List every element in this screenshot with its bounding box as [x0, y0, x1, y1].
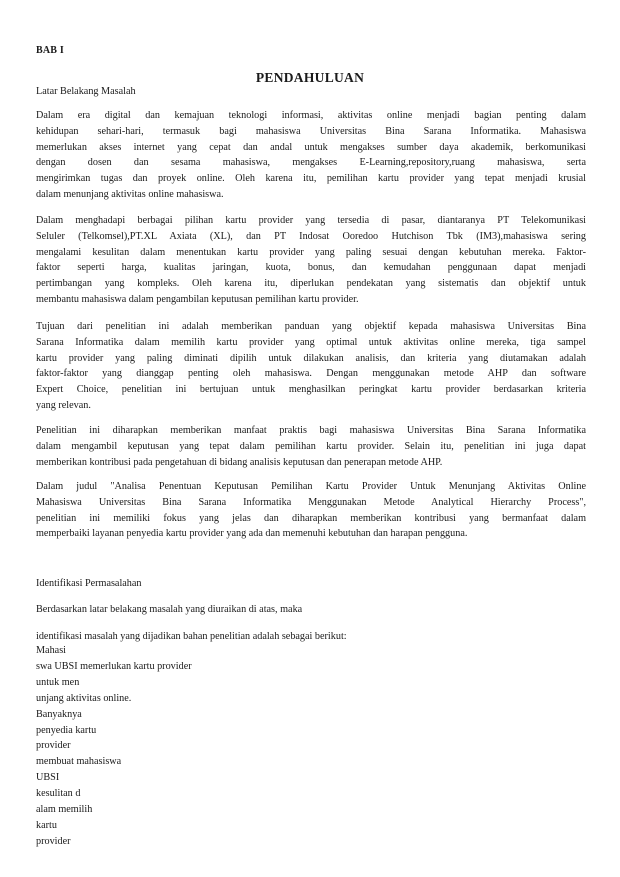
- list-item: kesulitan d: [36, 788, 81, 800]
- paragraph-line: Sarana Informatika dalam memilih kartu provider yang optimal untuk aktivitas online mereka, tiga sampel: [36, 336, 586, 348]
- paragraph-1: [36, 108, 586, 203]
- paragraph-line: Mahasiswa Universitas Bina Sarana Informatika Menggunakan Metode Analytical Hierarchy Process",: [36, 496, 586, 508]
- paragraph-2: [36, 213, 586, 308]
- identifikasi-intro-continued: identifikasi masalah yang dijadikan bahan penelitian adalah sebagai berikut:: [36, 631, 347, 642]
- paragraph-line: Dalam era digital dan kemajuan teknologi informasi, aktivitas online menjadi bagian penting dalam: [36, 110, 586, 121]
- paragraph-line: dalam menunjang aktivitas online mahasiswa.: [36, 188, 224, 200]
- paragraph-4: [36, 423, 586, 470]
- list-item: UBSI: [36, 772, 60, 784]
- identifikasi-fragment-list: [36, 643, 192, 850]
- paragraph-5: [36, 479, 586, 542]
- list-item: Mahasi: [36, 645, 66, 656]
- paragraph-line: dalam mengambil keputusan yang tepat dalam pemilihan kartu provider. Selain itu, penelitian ini juga dapat: [36, 440, 586, 452]
- paragraph-line: faktor seperti harga, kualitas jaringan, kuota, bonus, dan kemudahan penggunaan dapat menjadi: [36, 262, 586, 274]
- list-item: swa UBSI memerlukan kartu provider: [36, 660, 192, 672]
- paragraph-line: memberikan kontribusi pada pengetahuan di bidang analisis keputusan dan penerapan metode AHP.: [36, 456, 443, 468]
- list-item: provider: [36, 835, 71, 847]
- paragraph-line: kehidupan sehari-hari, termasuk bagi mahasiswa Universitas Bina Sarana Informatika. Mahasiswa: [36, 125, 586, 137]
- paragraph-line: memerlukan akses internet yang cepat dan andal untuk mengakses sumber daya akademik, berkomunikasi: [36, 141, 586, 153]
- paragraph-line: penelitian ini memiliki fokus yang jelas dan diharapkan memberikan kontribusi yang bermanfaat dalam: [36, 512, 586, 524]
- paragraph-line: Seluler (Telkomsel),PT.XL Axiata (XL), dan PT Indosat Ooredoo Hutchison Tbk (IM3),mahasiswa sering: [36, 230, 586, 242]
- section-heading-identifikasi: Identifikasi Permasalahan: [36, 578, 142, 589]
- section-heading-latar-belakang: Latar Belakang Masalah: [36, 86, 136, 97]
- paragraph-line: kartu provider yang paling diminati dipilih untuk dilakukan analisis, dan kriteria yang diutamakan adalah: [36, 352, 586, 364]
- chapter-title: PENDAHULUAN: [255, 70, 365, 85]
- list-item: unjang aktivitas online.: [36, 692, 132, 704]
- paragraph-line: mengirimkan tugas dan proyek online. Oleh karena itu, pemilihan kartu provider yang tepat menjadi krusial: [36, 173, 586, 185]
- paragraph-line: faktor-faktor yang dianggap penting oleh mahasiswa. Dengan menggunakan metode AHP dan software: [36, 368, 586, 380]
- chapter-label: BAB I: [36, 45, 64, 56]
- paragraph-line: Tujuan dari penelitian ini adalah memberikan panduan yang objektif kepada mahasiswa Universitas Bina: [36, 321, 586, 332]
- list-item: membuat mahasiswa: [36, 756, 122, 768]
- paragraph-line: membantu mahasiswa dalam pengambilan keputusan pemilihan kartu provider.: [36, 293, 359, 305]
- list-item: kartu: [36, 819, 57, 831]
- paragraph-line: dengan dosen dan sesama mahasiswa, mengakses E-Learning,repository,ruang mahasiswa, serta: [36, 157, 586, 169]
- paragraph-line: Dalam judul "Analisa Penentuan Keputusan Pemilihan Kartu Provider Untuk Menunjang Aktivitas Online: [36, 481, 586, 492]
- list-item: alam memilih: [36, 804, 93, 816]
- list-item: provider: [36, 740, 71, 752]
- paragraph-3: [36, 319, 586, 414]
- list-item: untuk men: [36, 676, 80, 688]
- paragraph-line: pertimbangan yang kompleks. Oleh karena itu, diperlukan pendekatan yang sistematis dan objektif untuk: [36, 278, 586, 290]
- paragraph-line: yang relevan.: [36, 399, 91, 411]
- paragraph-line: Expert Choice, penelitian ini bertujuan untuk menghasilkan peringkat kartu provider berdasarkan kriteria: [36, 384, 586, 396]
- list-item: penyedia kartu: [36, 724, 97, 736]
- paragraph-line: mengalami kesulitan dalam menentukan kartu provider yang paling sesuai dengan kebutuhan mereka. Faktor-: [36, 246, 586, 258]
- paragraph-line: Dalam menghadapi berbagai pilihan kartu provider yang tersedia di pasar, diantaranya PT Telekomunikasi: [36, 215, 586, 226]
- paragraph-line: Penelitian ini diharapkan memberikan manfaat praktis bagi mahasiswa Universitas Bina Sarana Informatika: [36, 425, 586, 436]
- identifikasi-intro: Berdasarkan latar belakang masalah yang diuraikan di atas, maka: [36, 604, 303, 615]
- paragraph-line: memperbaiki layanan penyedia kartu provider yang ada dan memenuhi kebutuhan dan harapan pengguna.: [36, 528, 468, 540]
- list-item: Banyaknya: [36, 708, 82, 720]
